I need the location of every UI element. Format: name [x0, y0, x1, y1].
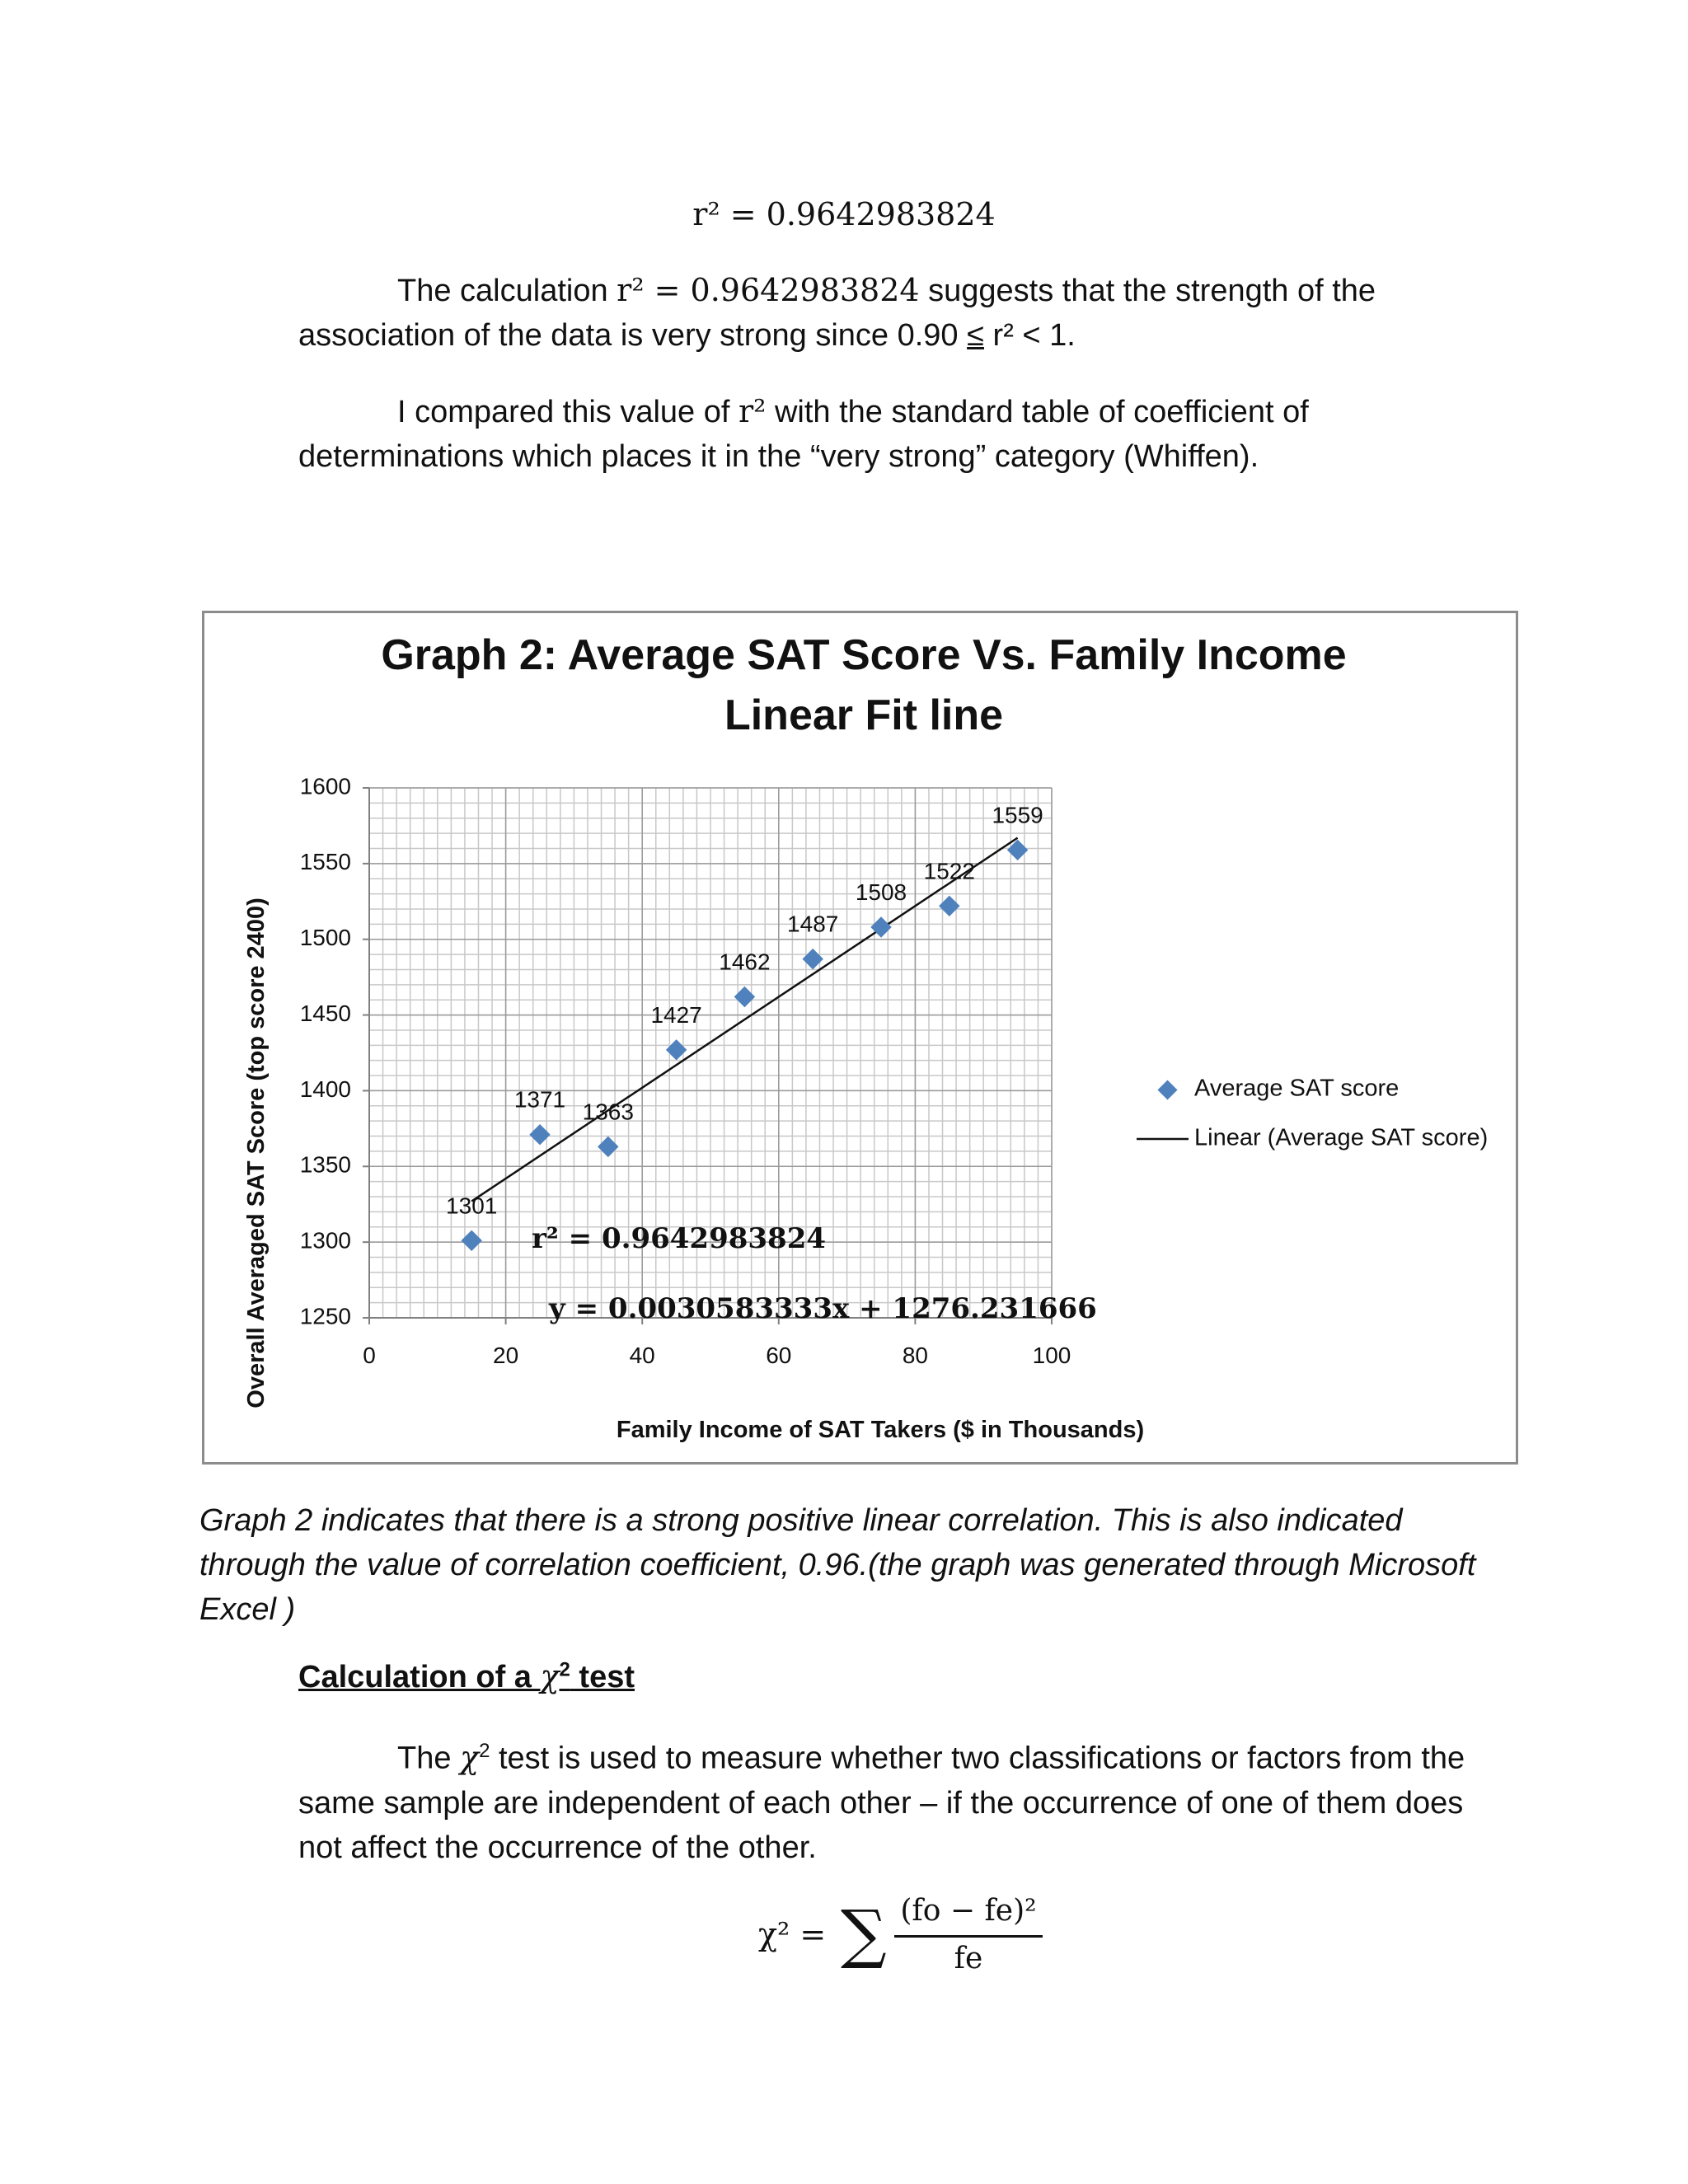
- data-point-label: 1508: [855, 879, 907, 906]
- formula-denominator: fe: [954, 1942, 983, 1975]
- chart-points: [446, 802, 1043, 1251]
- data-point-label: 1371: [513, 1086, 566, 1113]
- y-tick-label: 1550: [299, 849, 351, 875]
- x-tick-label: 100: [1032, 1343, 1071, 1368]
- y-tick-label: 1350: [299, 1151, 351, 1178]
- y-tick-label: 1400: [299, 1076, 351, 1102]
- x-tick-label: 40: [629, 1343, 655, 1368]
- para1-tail: suggests that the strength of the association of the data is very strong since 0.90: [298, 274, 1376, 353]
- data-point-label: 1427: [650, 1001, 702, 1028]
- legend-label-series: Average SAT score: [1194, 1075, 1400, 1102]
- para2-tail: with the standard table of coefficient of determinations which places it in the “very strong” category (Whiffen).: [298, 395, 1309, 474]
- data-point-label: 1487: [787, 911, 839, 937]
- fraction-bar: [894, 1935, 1043, 1938]
- chart-title-line1: Graph 2: Average SAT Score Vs. Family Income: [381, 631, 1347, 679]
- para2-math: r²: [738, 393, 767, 429]
- paragraph-r2-comparison: [298, 389, 1502, 479]
- formula-lhs: χ² =: [758, 1916, 827, 1952]
- para3-lead: The: [397, 1741, 461, 1776]
- para1-end: r² < 1.: [983, 318, 1076, 353]
- data-point-label: 1301: [446, 1193, 498, 1219]
- chi-square-formula: [750, 1879, 1047, 1986]
- x-tick-label: 80: [902, 1343, 928, 1368]
- data-point-label: 1522: [923, 858, 975, 884]
- chart-title-line2: Linear Fit line: [724, 691, 1004, 739]
- y-tick-label: 1500: [299, 925, 351, 951]
- heading-lead: Calculation of a: [298, 1660, 541, 1694]
- chart-frame: [202, 611, 1518, 1465]
- sigma-symbol: ∑: [841, 1897, 887, 1971]
- y-tick-label: 1300: [299, 1227, 351, 1254]
- scatter-chart: [204, 613, 1516, 1462]
- graph-caption: Graph 2 indicates that there is a strong positive linear correlation. This is also indicated through the value of correlation coefficient, 0.96.(the graph was generated through Microsoft Excel ): [199, 1503, 1476, 1627]
- heading-chi-symbol: χ: [540, 1658, 560, 1694]
- y-tick-label: 1250: [299, 1303, 351, 1329]
- y-axis-label: Overall Averaged SAT Score (top score 2400): [243, 898, 270, 1408]
- y-tick-label: 1450: [299, 1000, 351, 1026]
- chart-trendline: [471, 838, 1017, 1202]
- para1-lead: The calculation: [397, 274, 617, 308]
- paragraph-chi-square-description: [298, 1729, 1502, 1870]
- chart-legend: [1137, 1076, 1488, 1151]
- para2-lead: I compared this value of: [397, 395, 738, 429]
- para3-chi-symbol: χ: [460, 1739, 480, 1776]
- trendline: [471, 838, 1017, 1202]
- x-tick-label: 20: [493, 1343, 519, 1368]
- data-point-label: 1559: [992, 802, 1043, 828]
- heading-superscript: 2: [559, 1658, 570, 1681]
- heading-tail: test: [570, 1660, 635, 1694]
- section-heading-chi-square: [298, 1658, 635, 1695]
- trend-equation-annotation: y = 0.0030583333x + 1276.231666: [549, 1292, 1097, 1325]
- formula-numerator: (fo − fe)²: [900, 1894, 1037, 1928]
- paragraph-r2-interpretation: [298, 268, 1502, 358]
- x-axis-label: Family Income of SAT Takers ($ in Thousands): [616, 1417, 1145, 1443]
- legend-label-trendline: Linear (Average SAT score): [1194, 1124, 1489, 1151]
- x-tick-label: 0: [363, 1343, 376, 1368]
- para3-superscript: 2: [479, 1740, 490, 1762]
- r2-annotation: r² = 0.9642983824: [532, 1222, 827, 1255]
- para3-tail: test is used to measure whether two classifications or factors from the same sample are independent of each other – if the occurrence of one of them does not affect the occurrence of the other.: [298, 1741, 1465, 1865]
- data-point-label: 1462: [719, 949, 771, 975]
- x-tick-label: 60: [766, 1343, 792, 1368]
- para1-math: r² = 0.9642983824: [617, 272, 920, 308]
- data-point-label: 1363: [582, 1099, 634, 1125]
- r-squared-equation: r² = 0.9642983824: [692, 196, 996, 232]
- para1-leq: ≤: [967, 318, 984, 353]
- y-tick-label: 1600: [299, 773, 351, 799]
- legend-diamond-marker: [1157, 1080, 1177, 1099]
